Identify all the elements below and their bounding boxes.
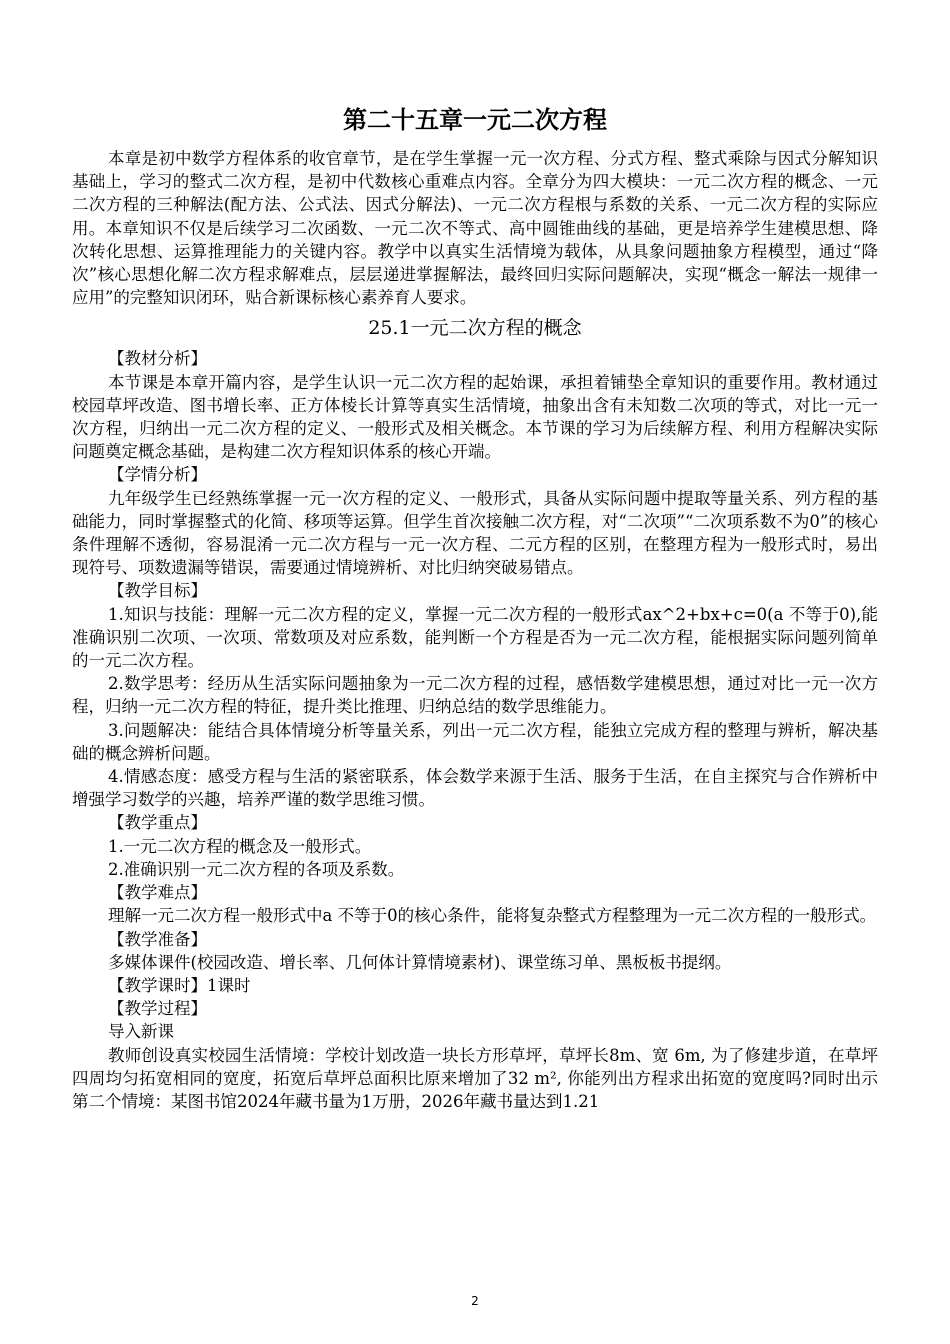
chapter-title: 第二十五章一元二次方程 xyxy=(343,106,607,134)
heading-key-points: 【教学重点】 xyxy=(108,813,207,833)
preparation: 多媒体课件(校园改造、增长率、几何体计算情境素材)、课堂练习单、黑板板书提纲。 xyxy=(108,952,732,972)
goal-item: 3.问题解决：能结合具体情境分析等量关系，列出一元二次方程，能独立完成方程的整理与辨析，解决基础的概念辨析问题。 xyxy=(72,720,878,763)
heading-teaching-goals: 【教学目标】 xyxy=(108,581,207,601)
heading-preparation: 【教学准备】 xyxy=(108,929,207,949)
difficult-points: 理解一元二次方程一般形式中a 不等于0的核心条件，能将复杂整式方程整理为一元二次方程的一般形式。 xyxy=(108,906,877,926)
chapter-intro: 本章是初中数学方程体系的收官章节，是在学生掌握一元一次方程、分式方程、整式乘除与因式分解知识基础上，学习的整式二次方程，是初中代数核心重难点内容。全章分为四大模块：一元二次方程的概念、一元二次方程的三种解法(配方法、公式法、因式分解法)、一元二次方程根与系数的关系、一元二次方程的实际应用。本章知识不仅是后续学习二次函数、一元二次不等式、高中圆锥曲线的基础，更是培养学生建模思想、降次转化思想、运算推理能力的关键内容。教学中以真实生活情境为载体，从具象问题抽象方程模型，通过“降次”核心思想化解二次方程求解难点，层层递进掌握解法，最终回归实际问题解决，实现“概念一解法一规律一应用”的完整知识闭环，贴合新课标核心素养育人要求。 xyxy=(72,149,878,308)
key-point-item: 2.准确识别一元二次方程的各项及系数。 xyxy=(108,859,405,879)
heading-student-analysis: 【学情分析】 xyxy=(108,465,207,485)
page-number: 2 xyxy=(471,1294,479,1308)
heading-teaching-process: 【教学过程】 xyxy=(108,999,207,1019)
step-introduction: 导入新课 xyxy=(108,1022,174,1042)
teaching-hours: 1课时 xyxy=(207,975,251,995)
heading-textbook-analysis: 【教材分析】 xyxy=(108,349,207,369)
key-point-item: 1.一元二次方程的概念及一般形式。 xyxy=(108,836,372,856)
teaching-hours-line xyxy=(72,974,878,997)
goal-item: 4.情感态度：感受方程与生活的紧密联系，体会数学来源于生活、服务于生活，在自主探究与合作辨析中增强学习数学的兴趣，培养严谨的数学思维习惯。 xyxy=(72,767,878,810)
process-text: 教师创设真实校园生活情境：学校计划改造一块长方形草坪，草坪长8m、宽 6m, 为了修建步道，在草坪四周均匀拓宽相同的宽度，拓宽后草坪总面积比原来增加了32 m², 你能列出方程求出拓宽的宽度吗?同时出示第二个情境：某图书馆2024年藏书量为1万册，2026年藏书量达到1.21 xyxy=(72,1045,878,1111)
heading-difficult-points: 【教学难点】 xyxy=(108,883,207,903)
goal-item: 2.数学思考：经历从生活实际问题抽象为一元二次方程的过程，感悟数学建模思想，通过对比一元一次方程，归纳一元二次方程的特征，提升类比推理、归纳总结的数学思维能力。 xyxy=(72,674,878,717)
goal-item: 1.知识与技能：理解一元二次方程的定义，掌握一元二次方程的一般形式ax^2+bx+c=0(a 不等于0),能准确识别二次项、一次项、常数项及对应系数，能判断一个方程是否为一元二次方程，能根据实际问题列简单的一元二次方程。 xyxy=(72,604,878,671)
textbook-analysis: 本节课是本章开篇内容，是学生认识一元二次方程的起始课，承担着铺垫全章知识的重要作用。教材通过校园草坪改造、图书增长率、正方体棱长计算等真实生活情境，抽象出含有未知数二次项的等式，对比一元一次方程，归纳出一元二次方程的定义、一般形式及相关概念。本节课的学习为后续解方程、利用方程解决实际问题奠定概念基础，是构建二次方程知识体系的核心开端。 xyxy=(72,372,878,462)
section-title: 25.1一元二次方程的概念 xyxy=(368,317,582,340)
student-analysis: 九年级学生已经熟练掌握一元一次方程的定义、一般形式，具备从实际问题中提取等量关系、列方程的基础能力，同时掌握整式的化简、移项等运算。但学生首次接触二次方程，对“二次项”“二次项系数不为0”的核心条件理解不透彻，容易混淆一元二次方程与一元一次方程、二元方程的区别，在整理方程为一般形式时，易出现符号、项数遗漏等错误，需要通过情境辨析、对比归纳突破易错点。 xyxy=(72,488,878,578)
heading-teaching-hours: 【教学课时】 xyxy=(108,975,207,995)
document-body xyxy=(72,147,878,1113)
